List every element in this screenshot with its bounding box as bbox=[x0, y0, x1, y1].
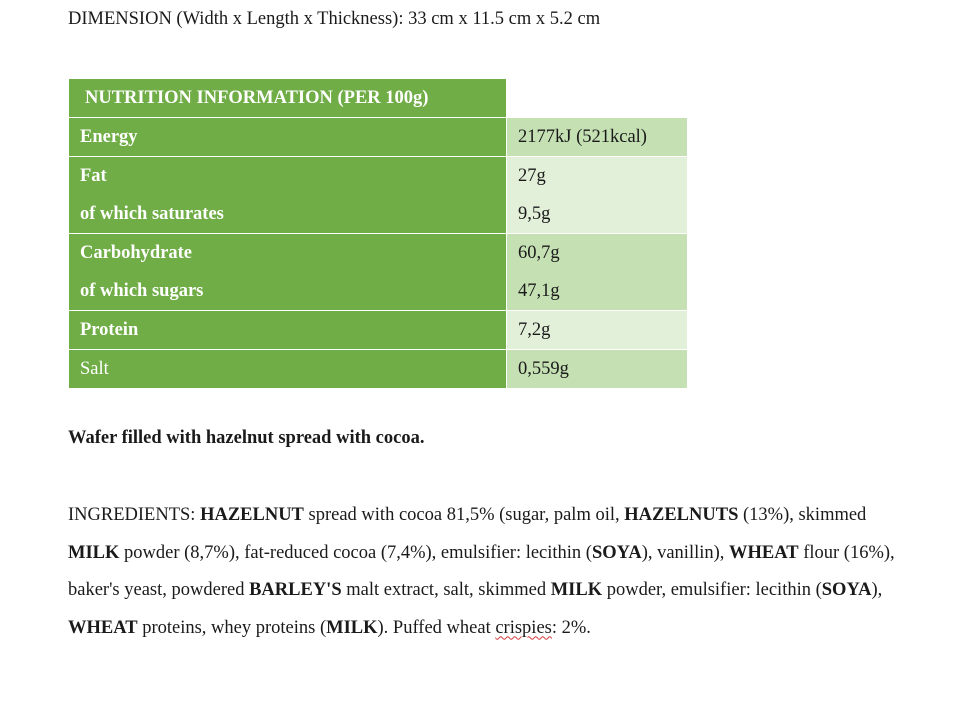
product-description: Wafer filled with hazelnut spread with cocoa. bbox=[68, 428, 425, 448]
nutrient-sublabel: of which sugars bbox=[80, 281, 204, 301]
allergen-text: HAZELNUTS bbox=[624, 505, 739, 525]
nutrient-label-cell bbox=[69, 234, 507, 311]
dimension-text: DIMENSION (Width x Length x Thickness): 33 cm x 11.5 cm x 5.2 cm bbox=[68, 9, 601, 29]
nutrient-value-cell bbox=[507, 157, 688, 234]
ingredient-text: ), vanillin), bbox=[641, 542, 730, 563]
nutrient-label-cell bbox=[69, 311, 507, 350]
ingredient-text: flour (16%), baker's yeast, powdered bbox=[68, 542, 895, 600]
allergen-text: WHEAT bbox=[68, 617, 138, 638]
ingredient-text: ), bbox=[871, 580, 883, 600]
nutrition-header-blank bbox=[507, 79, 688, 118]
nutrient-label: Fat bbox=[80, 166, 107, 186]
ingredient-text: ). Puffed wheat bbox=[377, 617, 496, 638]
nutrition-row-energy bbox=[69, 118, 688, 157]
nutrient-value: 0,559g bbox=[518, 359, 569, 379]
nutrient-label: Salt bbox=[80, 359, 109, 379]
ingredient-text: spread with cocoa 81,5% (sugar, palm oil, bbox=[303, 505, 625, 525]
spellcheck-word: crispies bbox=[495, 617, 552, 638]
ingredient-text: powder, emulsifier: lecithin ( bbox=[602, 580, 822, 600]
allergen-text: MILK bbox=[550, 580, 603, 600]
nutrient-subvalue: 47,1g bbox=[518, 281, 560, 301]
nutrient-label-cell bbox=[69, 157, 507, 234]
nutrient-value-cell bbox=[507, 118, 688, 157]
allergen-text: SOYA bbox=[821, 580, 872, 600]
nutrition-header-text: NUTRITION INFORMATION (PER 100g) bbox=[85, 88, 429, 108]
nutrient-value: 60,7g bbox=[518, 243, 560, 263]
allergen-text: WHEAT bbox=[729, 542, 799, 563]
ingredient-text: : 2%. bbox=[551, 617, 591, 638]
nutrient-subvalue: 9,5g bbox=[518, 204, 551, 224]
nutrient-label: Carbohydrate bbox=[80, 243, 193, 263]
nutrient-sublabel: of which saturates bbox=[80, 204, 224, 224]
nutrition-table bbox=[68, 78, 688, 389]
nutrition-header bbox=[69, 79, 507, 118]
nutrient-label: Energy bbox=[80, 127, 138, 147]
allergen-text: HAZELNUT bbox=[200, 505, 304, 525]
nutrient-value-cell bbox=[507, 350, 688, 389]
ingredient-text: (13%), skimmed bbox=[738, 505, 867, 525]
nutrient-value: 2177kJ (521kcal) bbox=[518, 127, 647, 147]
nutrition-row-carbohydrate bbox=[69, 234, 688, 311]
allergen-text: MILK bbox=[326, 617, 378, 638]
ingredient-text: powder (8,7%), fat-reduced cocoa (7,4%), emulsifier: lecithin ( bbox=[119, 542, 592, 563]
nutrient-value: 7,2g bbox=[518, 320, 551, 340]
allergen-text: SOYA bbox=[591, 542, 642, 563]
ingredient-text: malt extract, salt, skimmed bbox=[341, 580, 551, 600]
allergen-text: BARLEY'S bbox=[249, 580, 342, 600]
nutrition-header-row bbox=[69, 79, 688, 118]
nutrient-label: Protein bbox=[80, 320, 139, 340]
nutrition-row-protein bbox=[69, 311, 688, 350]
nutrient-label-cell bbox=[69, 118, 507, 157]
nutrition-row-fat bbox=[69, 157, 688, 234]
ingredient-text: INGREDIENTS: bbox=[68, 505, 201, 525]
nutrition-row-salt bbox=[69, 350, 688, 389]
nutrient-label-cell bbox=[69, 350, 507, 389]
nutrient-value: 27g bbox=[518, 166, 546, 186]
ingredients-paragraph bbox=[68, 497, 918, 647]
allergen-text: MILK bbox=[68, 542, 120, 563]
ingredient-text: proteins, whey proteins ( bbox=[137, 617, 327, 638]
nutrient-value-cell bbox=[507, 234, 688, 311]
nutrient-value-cell bbox=[507, 311, 688, 350]
